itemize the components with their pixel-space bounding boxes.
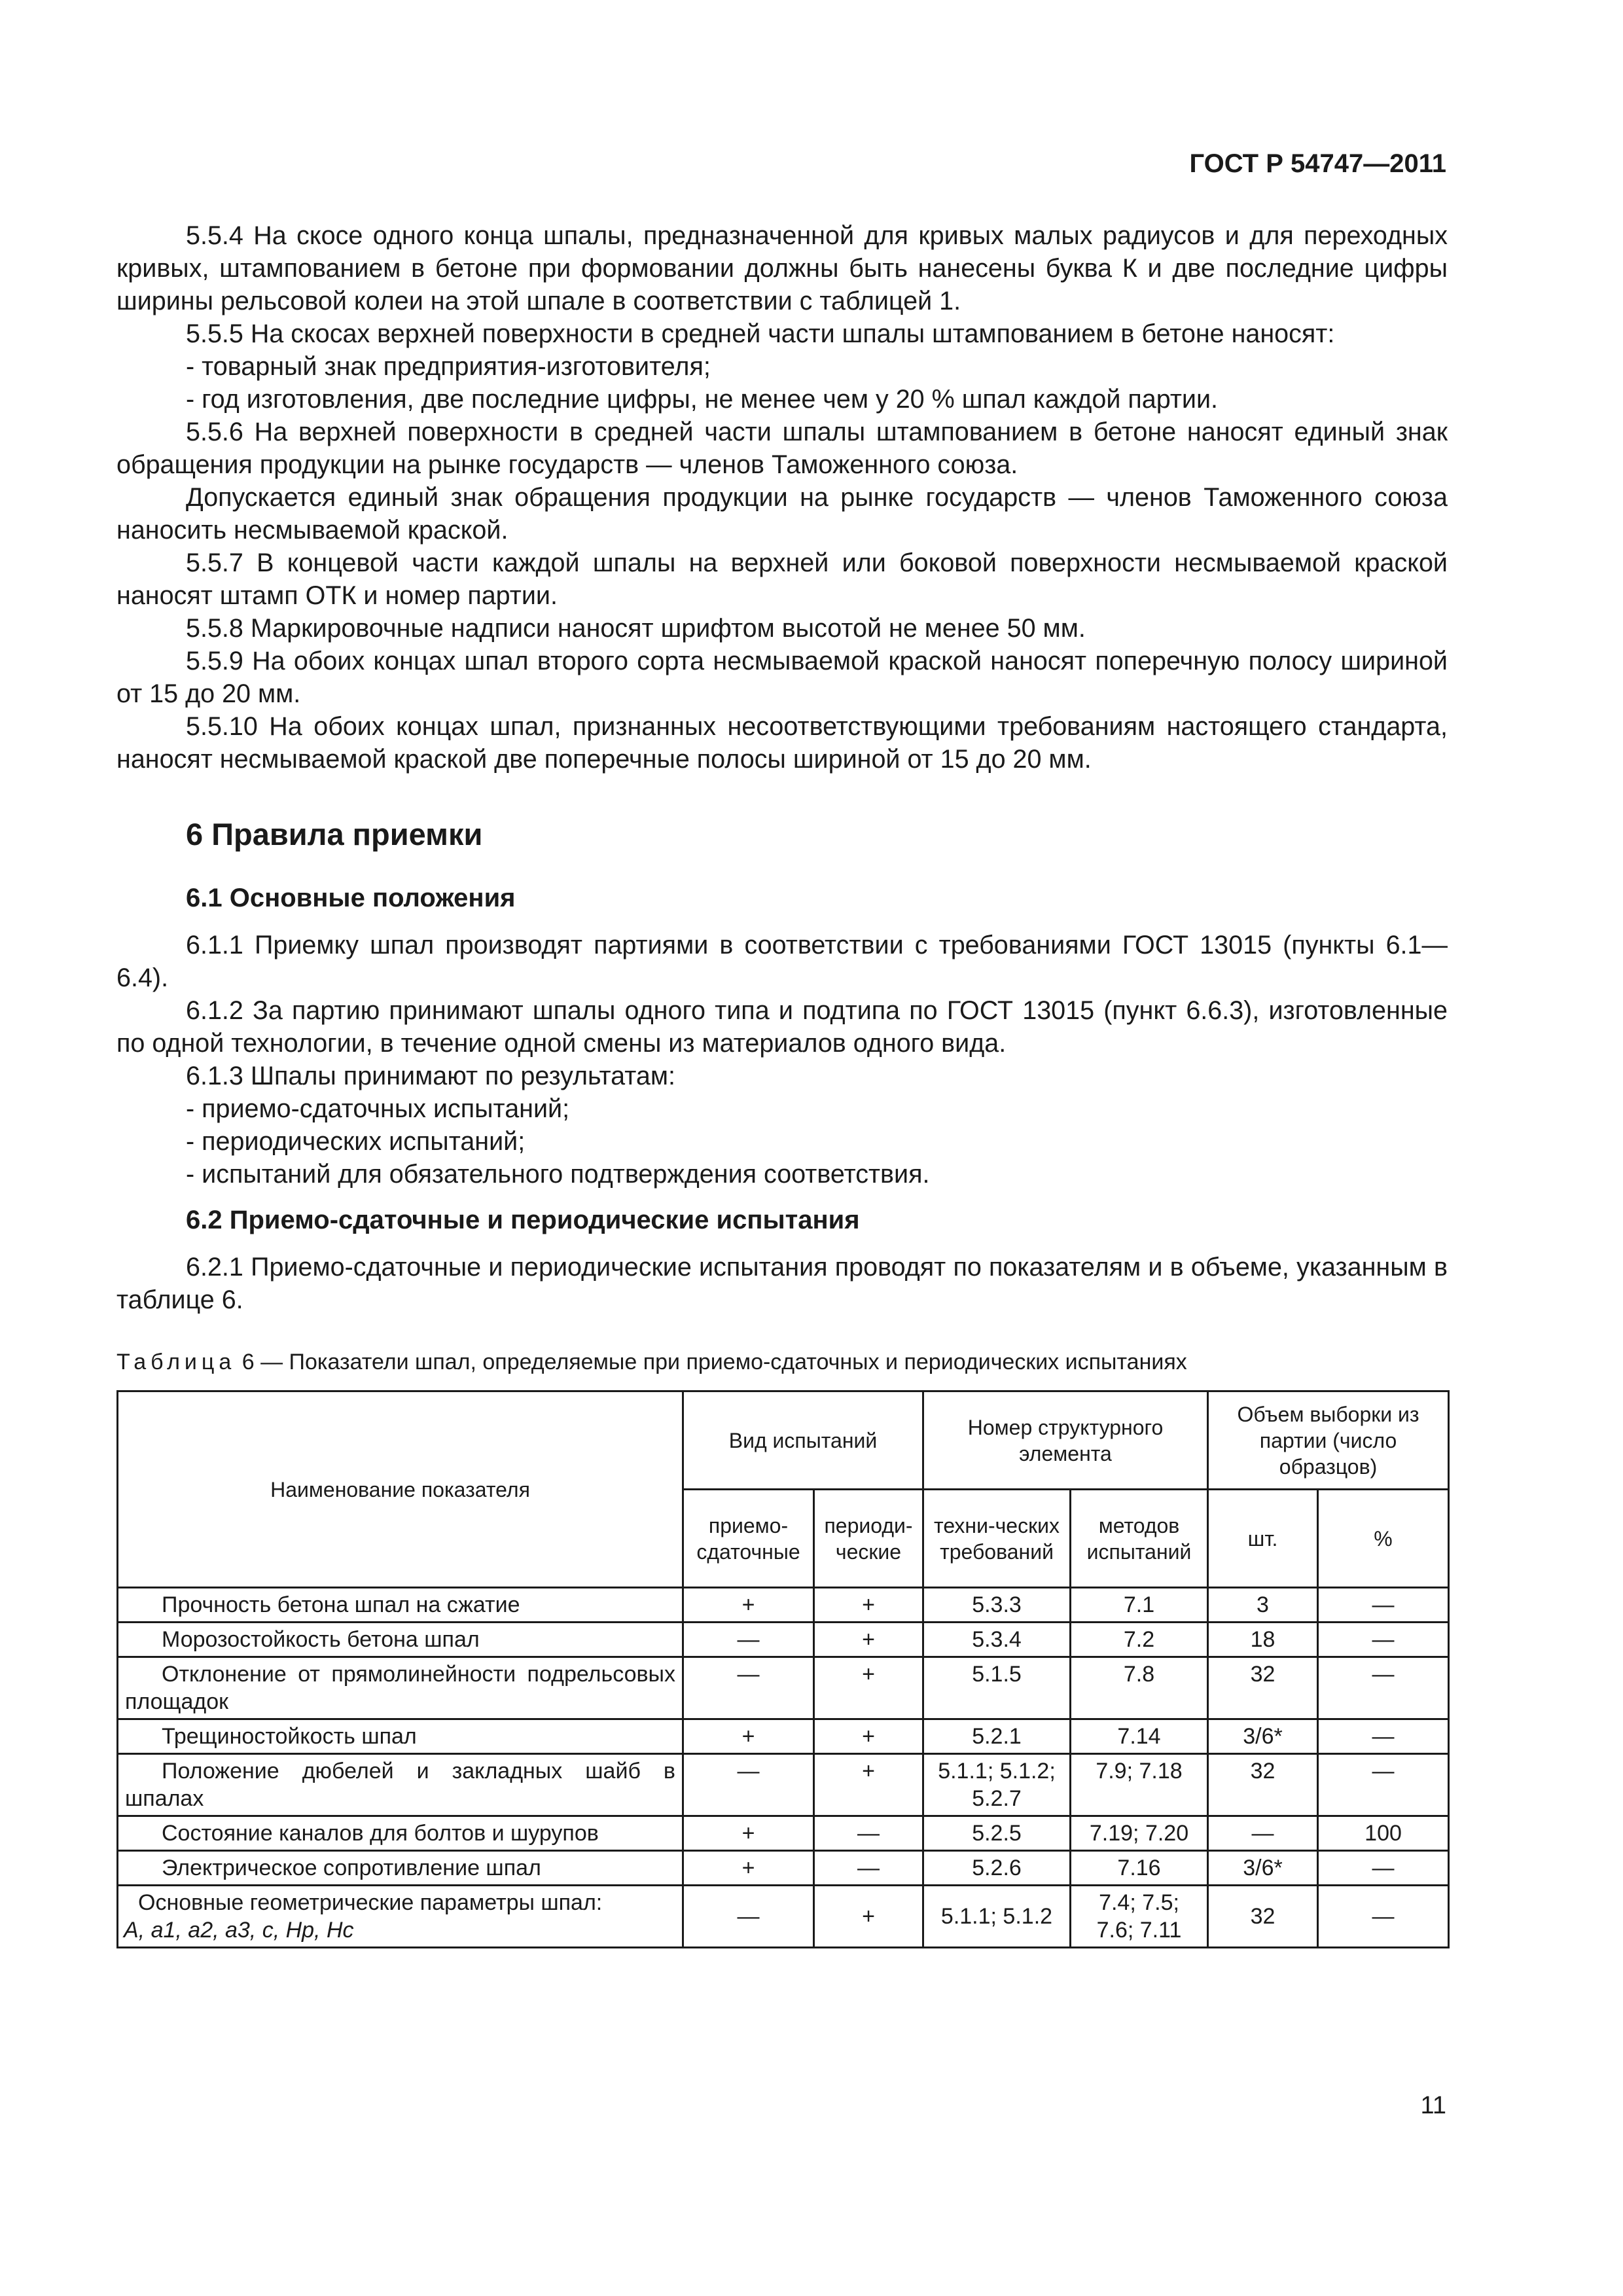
table-row bbox=[118, 1719, 1449, 1754]
cell-pcs: 32 bbox=[1208, 1754, 1318, 1816]
header-tech-requirements: техни-ческих требований bbox=[923, 1490, 1071, 1588]
cell-pct: — bbox=[1318, 1719, 1449, 1754]
indicator-name: Прочность бетона шпал на сжатие bbox=[162, 1592, 520, 1617]
page-number: 11 bbox=[1420, 2092, 1446, 2119]
geometric-symbols: A, a1, a2, a3, c, Hp, Hc bbox=[124, 1918, 354, 1943]
cell-name bbox=[118, 1588, 683, 1623]
table-caption-word: Таблица bbox=[116, 1350, 236, 1374]
header-percent: % bbox=[1318, 1490, 1449, 1588]
header-acceptance: приемо-сдаточные bbox=[683, 1490, 814, 1588]
cell-pct: — bbox=[1318, 1623, 1449, 1657]
cell-pcs: — bbox=[1208, 1816, 1318, 1851]
cell-pcs: 32 bbox=[1208, 1886, 1318, 1948]
list-item: - год изготовления, две последние цифры, не менее чем у 20 % шпал каждой партии. bbox=[186, 385, 1219, 414]
cell-accept: + bbox=[683, 1588, 814, 1623]
cell-name bbox=[118, 1719, 683, 1754]
cell-period: + bbox=[814, 1754, 923, 1816]
cell-accept: — bbox=[683, 1754, 814, 1816]
indicator-name: Морозостойкость бетона шпал bbox=[162, 1627, 480, 1652]
cell-accept: + bbox=[683, 1851, 814, 1886]
header-periodic: периоди-ческие bbox=[814, 1490, 923, 1588]
cell-name bbox=[118, 1851, 683, 1886]
cell-tech: 5.2.6 bbox=[923, 1851, 1071, 1886]
cell-pct: — bbox=[1318, 1851, 1449, 1886]
cell-pcs: 18 bbox=[1208, 1623, 1318, 1657]
table-row bbox=[118, 1657, 1449, 1719]
table-body bbox=[118, 1588, 1449, 1948]
cell-period: + bbox=[814, 1623, 923, 1657]
cell-pct: — bbox=[1318, 1754, 1449, 1816]
cell-name bbox=[118, 1886, 683, 1948]
header-test-methods: методов испытаний bbox=[1071, 1490, 1208, 1588]
paragraph: 5.5.8 Маркировочные надписи наносят шрифтом высотой не менее 50 мм. bbox=[186, 614, 1086, 643]
cell-tech: 5.2.5 bbox=[923, 1816, 1071, 1851]
table-row bbox=[118, 1816, 1449, 1851]
indicator-name: Состояние каналов для болтов и шурупов bbox=[162, 1821, 599, 1846]
cell-period: + bbox=[814, 1719, 923, 1754]
paragraph: 5.5.5 На скосах верхней поверхности в средней части шпалы штампованием в бетоне наносят: bbox=[186, 319, 1335, 348]
cell-pcs: 32 bbox=[1208, 1657, 1318, 1719]
cell-period: — bbox=[814, 1816, 923, 1851]
cell-method: 7.16 bbox=[1071, 1851, 1208, 1886]
cell-tech: 5.1.5 bbox=[923, 1657, 1071, 1719]
cell-method: 7.1 bbox=[1071, 1588, 1208, 1623]
indicator-name: Трещиностойкость шпал bbox=[162, 1724, 417, 1749]
list-item: - испытаний для обязательного подтверждения соответствия. bbox=[186, 1160, 930, 1189]
cell-accept: + bbox=[683, 1719, 814, 1754]
cell-pcs: 3 bbox=[1208, 1588, 1318, 1623]
paragraph: 5.5.10 На обоих концах шпал, признанных несоответствующими требованиям настоящего стандарта, наносят несмываемой краской две поперечные полосы шириной от 15 до 20 мм. bbox=[116, 712, 1448, 774]
table-caption-text: 6 — Показатели шпал, определяемые при приемо-сдаточных и периодических испытаниях bbox=[236, 1350, 1187, 1374]
indicators-table bbox=[116, 1390, 1450, 1948]
header-pieces: шт. bbox=[1208, 1490, 1318, 1588]
cell-method: 7.14 bbox=[1071, 1719, 1208, 1754]
table-row bbox=[118, 1754, 1449, 1816]
cell-name bbox=[118, 1657, 683, 1719]
paragraph: 6.1.2 За партию принимают шпалы одного типа и подтипа по ГОСТ 13015 (пункт 6.6.3), изготовленные по одной технологии, в течение одной смены из материалов одного вида. bbox=[116, 996, 1448, 1058]
document-code-header: ГОСТ Р 54747—2011 bbox=[1189, 149, 1446, 178]
cell-pct: 100 bbox=[1318, 1816, 1449, 1851]
indicator-name: Основные геометрические параметры шпал: bbox=[138, 1890, 603, 1915]
subsection-heading: 6.2 Приемо-сдаточные и периодические испытания bbox=[186, 1206, 860, 1234]
paragraphs bbox=[116, 219, 1448, 1316]
cell-method: 7.19; 7.20 bbox=[1071, 1816, 1208, 1851]
list-item: - приемо-сдаточных испытаний; bbox=[186, 1094, 570, 1123]
paragraph: 6.1.1 Приемку шпал производят партиями в соответствии с требованиями ГОСТ 13015 (пункты 6.1—6.4). bbox=[116, 931, 1448, 992]
paragraph: 5.5.7 В концевой части каждой шпалы на верхней или боковой поверхности несмываемой краской наносят штамп ОТК и номер партии. bbox=[116, 548, 1448, 610]
list-item: - товарный знак предприятия-изготовителя; bbox=[186, 352, 711, 381]
header-name: Наименование показателя bbox=[118, 1391, 683, 1588]
cell-tech: 5.3.3 bbox=[923, 1588, 1071, 1623]
cell-period: + bbox=[814, 1886, 923, 1948]
cell-method: 7.4; 7.5; 7.6; 7.11 bbox=[1071, 1886, 1208, 1948]
cell-period: + bbox=[814, 1588, 923, 1623]
cell-tech: 5.3.4 bbox=[923, 1623, 1071, 1657]
paragraph: 5.5.4 На скосе одного конца шпалы, предназначенной для кривых малых радиусов и для переходных кривых, штампованием в бетоне при формовании должны быть нанесены буква К и две последние цифры ширины рельсовой колеи на этой шпале в соответствии с таблицей 1. bbox=[116, 221, 1448, 315]
cell-accept: + bbox=[683, 1816, 814, 1851]
header-test-type: Вид испытаний bbox=[683, 1391, 923, 1490]
paragraph: 5.5.9 На обоих концах шпал второго сорта несмываемой краской наносят поперечную полосу шириной от 15 до 20 мм. bbox=[116, 647, 1448, 708]
cell-name bbox=[118, 1816, 683, 1851]
indicator-name: Электрическое сопротивление шпал bbox=[162, 1856, 541, 1880]
cell-accept: — bbox=[683, 1657, 814, 1719]
cell-method: 7.8 bbox=[1071, 1657, 1208, 1719]
cell-name bbox=[118, 1623, 683, 1657]
paragraph: 5.5.6 На верхней поверхности в средней части шпалы штампованием в бетоне наносят единый знак обращения продукции на рынке государств — членов Таможенного союза. bbox=[116, 418, 1448, 479]
cell-tech: 5.1.1; 5.1.2; 5.2.7 bbox=[923, 1754, 1071, 1816]
indicator-name: Положение дюбелей и закладных шайб в шпалах bbox=[125, 1759, 675, 1811]
cell-accept: — bbox=[683, 1623, 814, 1657]
header-structural-element: Номер структурного элемента bbox=[923, 1391, 1208, 1490]
cell-pcs: 3/6* bbox=[1208, 1719, 1318, 1754]
paragraph: Допускается единый знак обращения продукции на рынке государств — членов Таможенного союза наносить несмываемой краской. bbox=[116, 483, 1448, 545]
cell-pcs: 3/6* bbox=[1208, 1851, 1318, 1886]
cell-method: 7.9; 7.18 bbox=[1071, 1754, 1208, 1816]
table-row bbox=[118, 1623, 1449, 1657]
cell-tech: 5.1.1; 5.1.2 bbox=[923, 1886, 1071, 1948]
section-heading: 6 Правила приемки bbox=[186, 817, 483, 852]
cell-pct: — bbox=[1318, 1588, 1449, 1623]
page-body bbox=[116, 219, 1448, 1948]
list-item: - периодических испытаний; bbox=[186, 1127, 526, 1156]
cell-pct: — bbox=[1318, 1657, 1449, 1719]
cell-pct: — bbox=[1318, 1886, 1449, 1948]
table-row bbox=[118, 1588, 1449, 1623]
cell-method: 7.2 bbox=[1071, 1623, 1208, 1657]
paragraph: 6.2.1 Приемо-сдаточные и периодические испытания проводят по показателям и в объеме, указанным в таблице 6. bbox=[116, 1253, 1448, 1314]
table-row bbox=[118, 1851, 1449, 1886]
table-caption bbox=[116, 1346, 1448, 1378]
subsection-heading: 6.1 Основные положения bbox=[186, 884, 516, 912]
indicator-name: Отклонение от прямолинейности подрельсовых площадок bbox=[125, 1662, 675, 1714]
cell-period: + bbox=[814, 1657, 923, 1719]
cell-tech: 5.2.1 bbox=[923, 1719, 1071, 1754]
table-row bbox=[118, 1886, 1449, 1948]
paragraph: 6.1.3 Шпалы принимают по результатам: bbox=[186, 1062, 676, 1090]
cell-name bbox=[118, 1754, 683, 1816]
cell-period: — bbox=[814, 1851, 923, 1886]
cell-accept: — bbox=[683, 1886, 814, 1948]
header-sample-size: Объем выборки из партии (число образцов) bbox=[1208, 1391, 1449, 1490]
